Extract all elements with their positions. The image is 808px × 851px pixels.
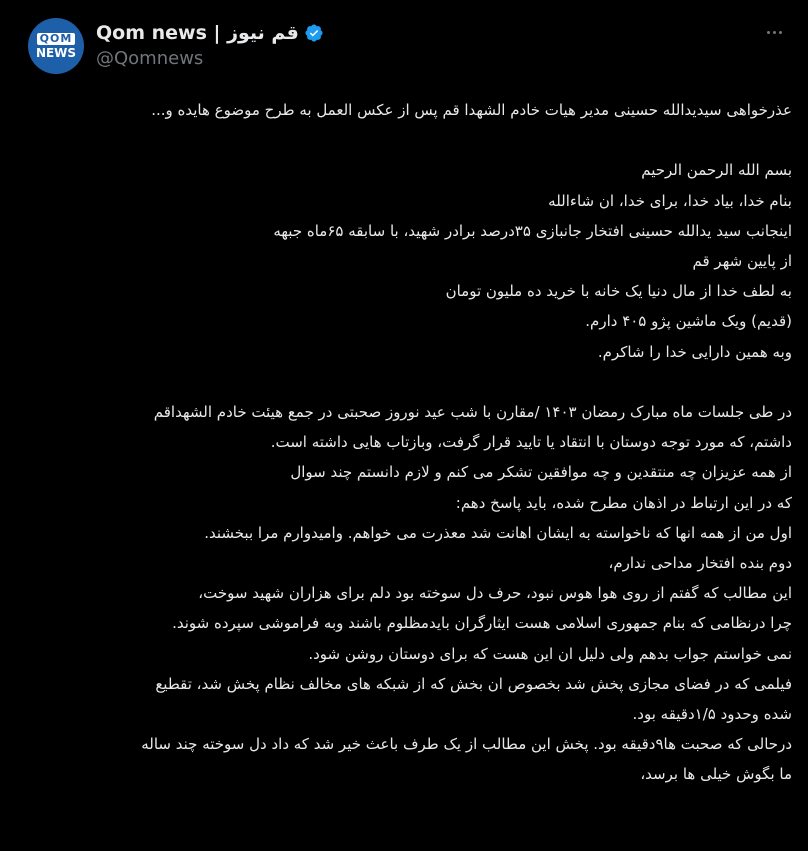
post-text-line: به لطف خدا از مال دنیا یک خانه با خرید ده ملیون تومان [445, 282, 792, 301]
post-text-line: از پایین شهر قم [692, 252, 792, 270]
post-text-line: چرا درنظامی که بنام جمهوری اسلامی هست ایثارگران بایدمظلوم باشند وبه فراموشی سپرده شوند. [172, 614, 792, 633]
post-text-line: اول من از همه انها که ناخواسته به ایشان اهانت شد معذرت می خواهم. وامیدوارم مرا ببخشند. [204, 523, 792, 542]
avatar[interactable] [28, 18, 84, 74]
avatar-logo-bottom: NEWS [35, 45, 77, 60]
post-text-line: دوم بنده افتخار مداحی ندارم، [608, 554, 792, 573]
post-text-line: که در این ارتباط در اذهان مطرح شده، باید پاسخ دهم: [455, 493, 792, 512]
avatar-logo-top: QOM [37, 33, 76, 45]
post-text-line: شده وحدود ۱/۵دقیقه بود. [632, 705, 792, 724]
post-text-line: درحالی که صحبت ها۹دقیقه بود. پخش این مطالب از یک طرف باعث خیر شد که داد دل سوخته چند ساله [141, 735, 792, 754]
post-text-line: وبه همین دارایی خدا را شاکرم. [597, 342, 792, 361]
post-text-line: نمی خواستم جواب بدهم ولی دلیل ان این هست که برای دوستان روشن شود. [308, 644, 792, 663]
post-text-line: (قدیم) ویک ماشین پژو ۴۰۵ دارم. [585, 312, 792, 331]
post-text-line: ما بگوش خیلی ها برسد، [640, 765, 792, 784]
post-text-line: اینجانب سید یدالله حسینی افتخار جانبازی ۳۵درصد برادر شهید، با سابقه ۶۵ماه جبهه [273, 221, 792, 240]
paragraph-gap [30, 125, 792, 155]
post-text-line: عذرخواهی سیدیدالله حسینی مدیر هیات خادم الشهدا قم پس از عکس العمل به طرح موضوع هایده و... [151, 101, 792, 119]
author-display-name[interactable]: Qom news | قم نیوز [96, 22, 299, 44]
post-text-line: بسم الله الرحمن الرحیم [641, 161, 792, 180]
post-text-line: از همه عزیزان چه منتقدین و چه موافقین تشکر می کنم و لازم دانستم چند سوال [290, 463, 792, 482]
verified-badge-icon [304, 23, 324, 43]
author-handle[interactable]: @Qomnews [96, 48, 204, 69]
post-text-line: این مطالب که گفتم از روی هوا هوس نبود، حرف دل سوخته بود دلم برای هزاران شهید سوخت، [198, 584, 792, 603]
post-text-line: داشتم، که مورد توجه دوستان با انتقاد یا تایید قرار گرفت، وبازتاب هایی داشته است. [270, 433, 792, 452]
post-text [30, 95, 792, 790]
more-horizontal-icon[interactable] [762, 20, 786, 44]
paragraph-gap [30, 367, 792, 397]
post-text-line: در طی جلسات ماه مبارک رمضان ۱۴۰۳ /مقارن با شب عید نوروز صحبتی در جمع هیئت خادم الشهداقم [153, 403, 792, 421]
post-text-line: بنام خدا، بیاد خدا، برای خدا، ان شاءالله [548, 191, 792, 210]
post-header [28, 18, 788, 78]
post-text-line: فیلمی که در فضای مجازی پخش شد بخصوص ان بخش که از شبکه های مخالف نظام پخش شد، تقطیع [155, 674, 792, 693]
author-name-row [96, 22, 324, 44]
